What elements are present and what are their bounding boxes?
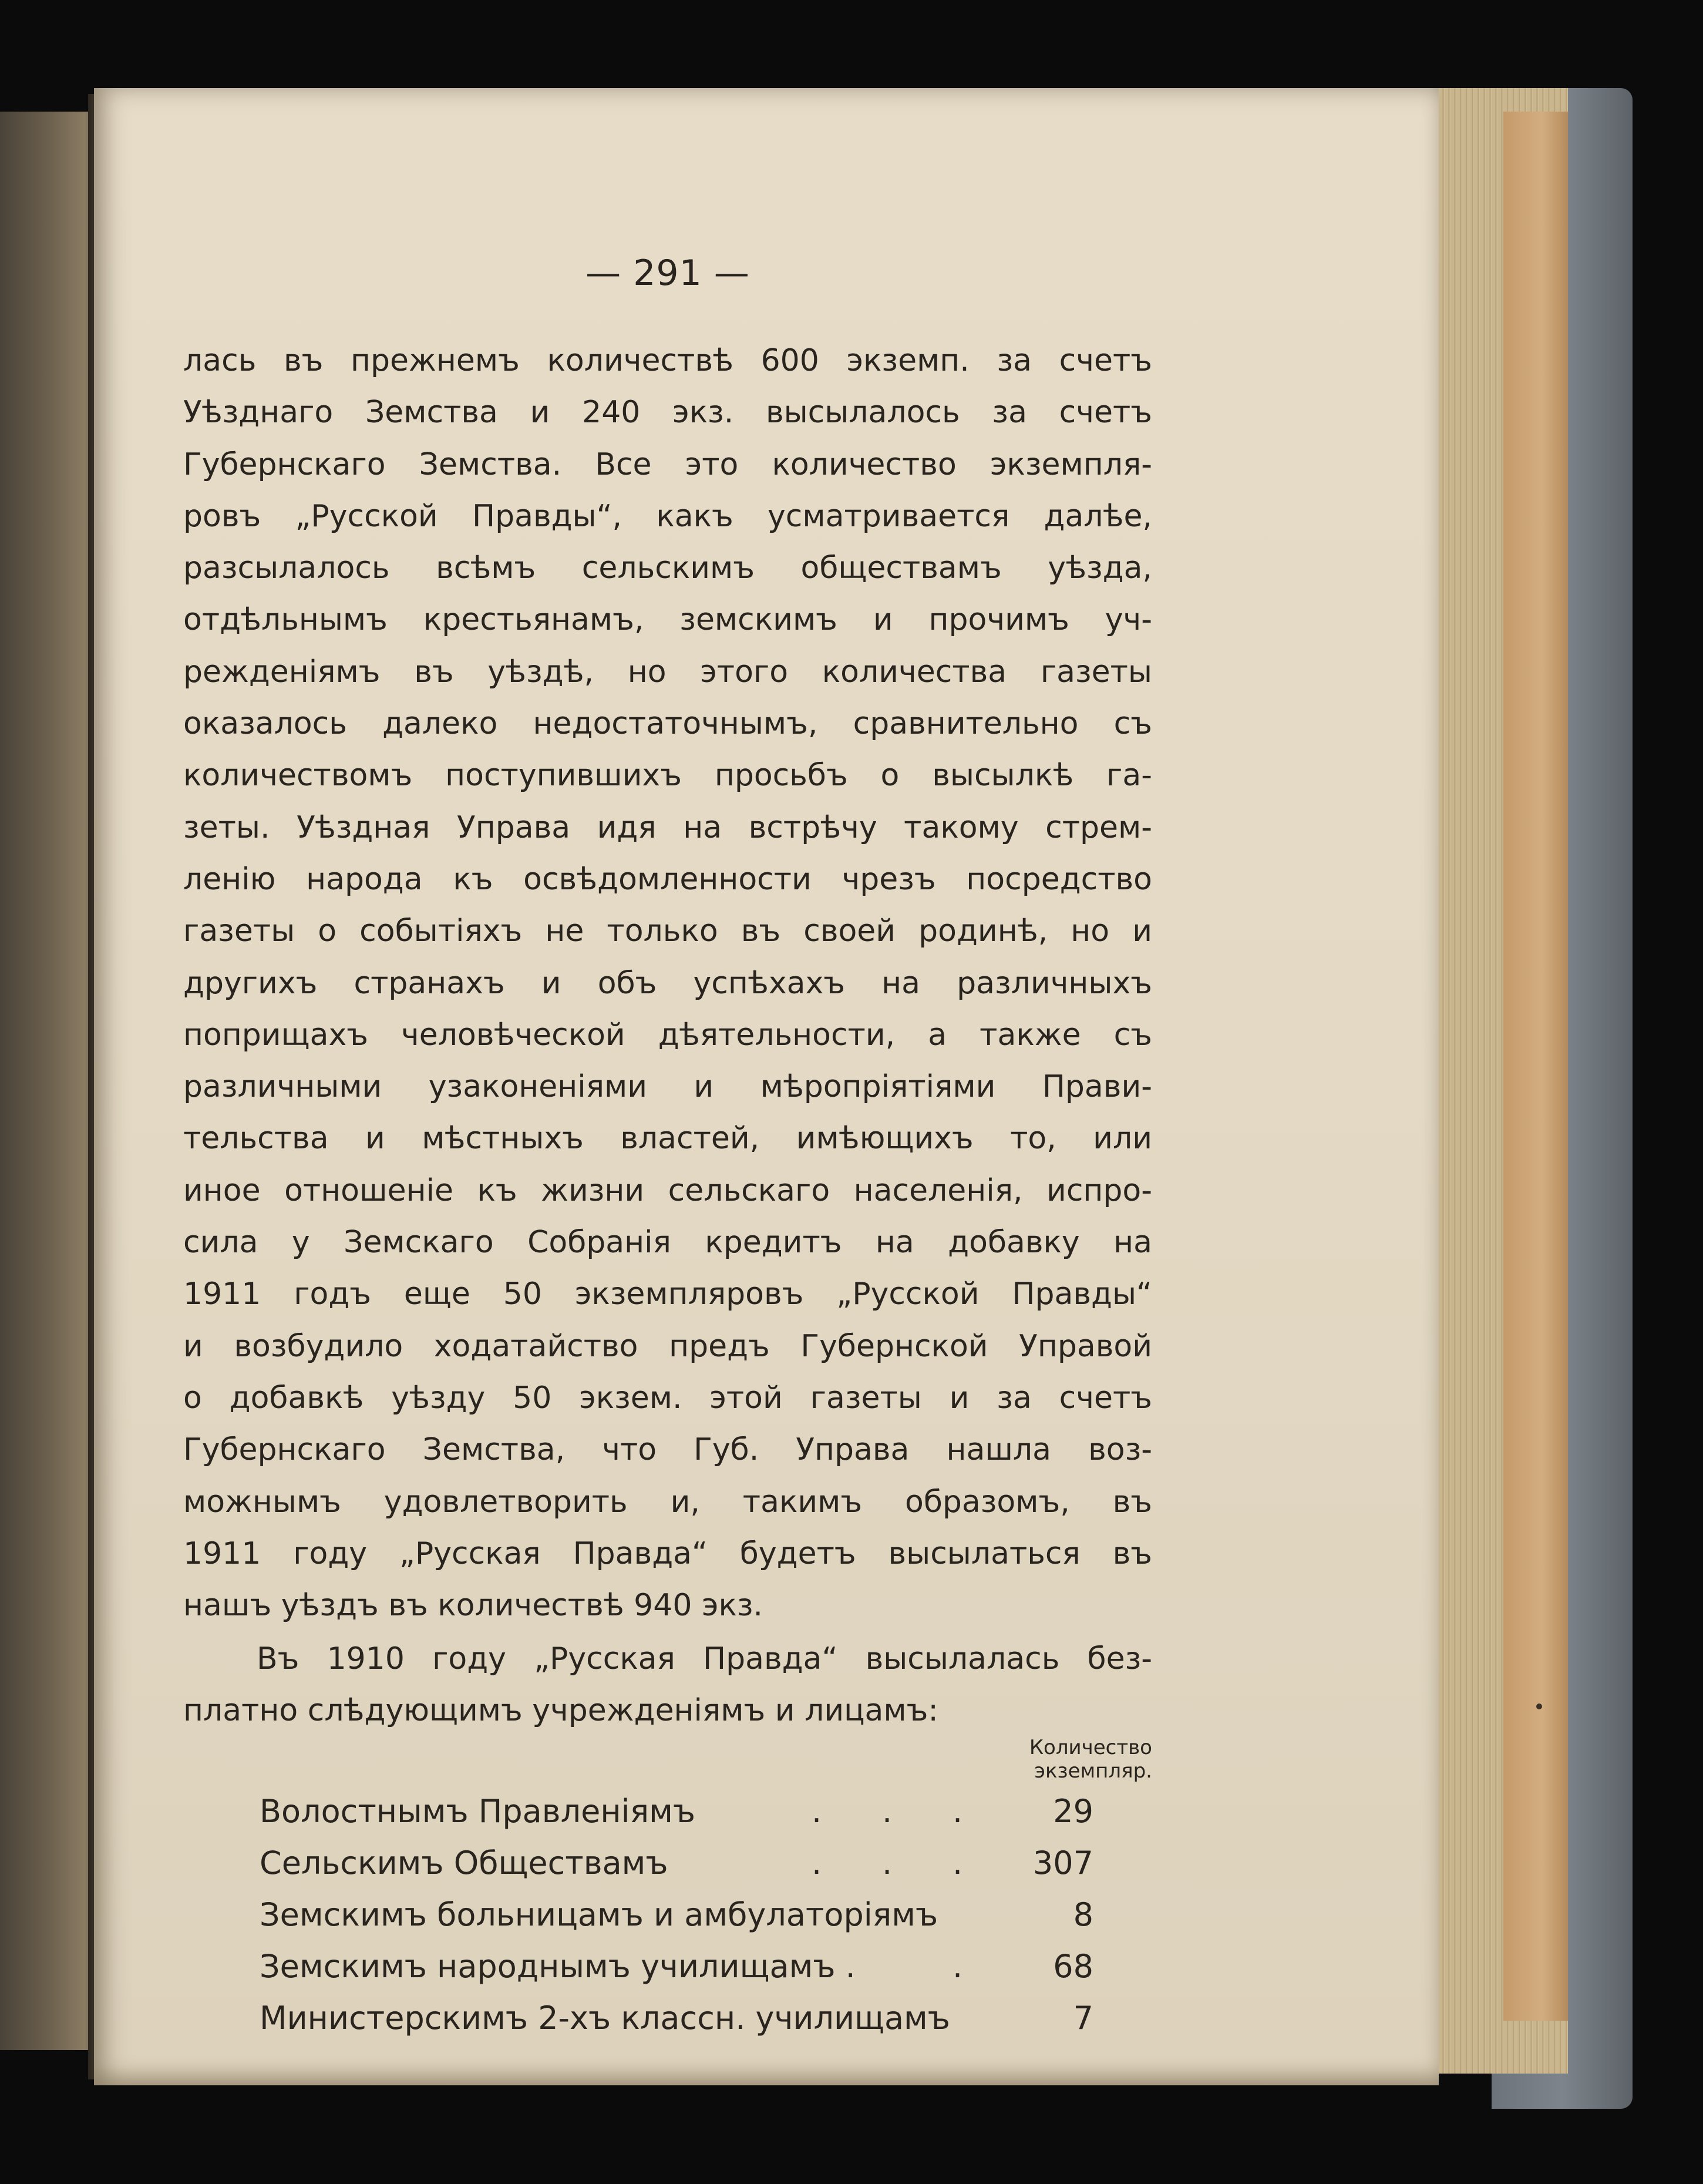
column-header-line: Количество (1029, 1736, 1152, 1759)
table-row (260, 1889, 1093, 1941)
institution-name: Волостнымъ Правленіямъ (260, 1793, 695, 1830)
text-line: ровъ „Русской Правды“, какъ усматривается далѣе, (183, 498, 1152, 534)
text-line: режденіямъ въ уѣздѣ, но этого количества газеты (183, 654, 1152, 690)
copies-count: 68 (1053, 1948, 1093, 1985)
text-line: оказалось далеко недостаточнымъ, сравнительно съ (183, 706, 1152, 742)
text-line: 1911 году „Русская Правда“ будетъ высылаться въ (183, 1535, 1152, 1571)
table-row (260, 1941, 1093, 1993)
text-line: сила у Земскаго Собранія кредитъ на добавку на (183, 1225, 1152, 1261)
text-line: зеты. Уѣздная Управа идя на встрѣчу такому стрем- (183, 809, 1152, 845)
text-line: количествомъ поступившихъ просьбъ о высылкѣ га- (183, 758, 1152, 794)
text-line: отдѣльнымъ крестьянамъ, земскимъ и прочимъ уч- (183, 602, 1152, 638)
text-line: тельства и мѣстныхъ властей, имѣющихъ то, или (183, 1121, 1152, 1157)
text-line: поприщахъ человѣческой дѣятельности, а также съ (183, 1017, 1152, 1053)
text-line: Губернскаго Земства, что Губ. Управа нашла воз- (183, 1432, 1152, 1468)
paragraph-2 (183, 1633, 1152, 1737)
leader-dot: . (953, 1844, 963, 1881)
copies-count: 8 (1073, 1896, 1093, 1933)
text-line: нашъ уѣздъ въ количествѣ 940 экз. (183, 1588, 763, 1624)
leader-dot: . (953, 1948, 963, 1985)
table-row (260, 1993, 1093, 2044)
text-line: платно слѣдующимъ учрежденіямъ и лицамъ: (183, 1693, 938, 1729)
text-line: другихъ странахъ и объ успѣхахъ на различныхъ (183, 965, 1152, 1001)
text-line: Губернскаго Земства. Все это количество экземпля- (183, 446, 1152, 482)
page-speck (1536, 1703, 1542, 1709)
text-line: иное отношеніе къ жизни сельскаго населенія, испро- (183, 1172, 1152, 1208)
table-row (260, 1837, 1093, 1889)
leader-dot: . (882, 1793, 893, 1830)
text-line: лась въ прежнемъ количествѣ 600 экземп. за счетъ (183, 343, 1152, 378)
text-line: газеты о событіяхъ не только въ своей родинѣ, но и (183, 913, 1152, 949)
institution-name: Земскимъ народнымъ училищамъ . (260, 1948, 856, 1985)
leader-dot: . (882, 1844, 893, 1881)
leader-dot: . (953, 1793, 963, 1830)
text-line: Въ 1910 году „Русская Правда“ высылалась без- (257, 1641, 1152, 1676)
table-column-header (1029, 1736, 1152, 1783)
column-header-line: экземпляр. (1034, 1759, 1152, 1783)
text-line: разсылалось всѣмъ сельскимъ обществамъ уѣзда, (183, 550, 1152, 586)
institution-name: Сельскимъ Обществамъ (260, 1844, 668, 1881)
text-line: Уѣзднаго Земства и 240 экз. высылалось за счетъ (183, 395, 1152, 431)
leader-dot: . (812, 1844, 822, 1881)
institution-name: Земскимъ больницамъ и амбулаторіямъ (260, 1896, 938, 1933)
text-line: и возбудило ходатайство предъ Губернской Управой (183, 1328, 1152, 1364)
table-row (260, 1786, 1093, 1837)
text-line: 1911 годъ еще 50 экземпляровъ „Русской Правды“ (183, 1276, 1152, 1312)
leader-dot: . (812, 1793, 822, 1830)
paragraph-1 (183, 335, 1152, 1631)
text-line: о добавкѣ уѣзду 50 экзем. этой газеты и за счетъ (183, 1380, 1152, 1416)
text-line: различными узаконеніями и мѣропріятіями Прави- (183, 1069, 1152, 1105)
copies-count: 7 (1073, 2000, 1093, 2037)
institution-name: Министерскимъ 2-хъ классн. училищамъ (260, 2000, 950, 2037)
page-number: — 291 — (585, 253, 750, 294)
copies-count: 307 (1032, 1844, 1093, 1881)
copies-count: 29 (1053, 1793, 1093, 1830)
text-line: ленію народа къ освѣдомленности чрезъ посредство (183, 861, 1152, 897)
text-line: можнымъ удовлетворить и, такимъ образомъ, въ (183, 1484, 1152, 1520)
page-block-edge-inner (1503, 112, 1568, 2021)
